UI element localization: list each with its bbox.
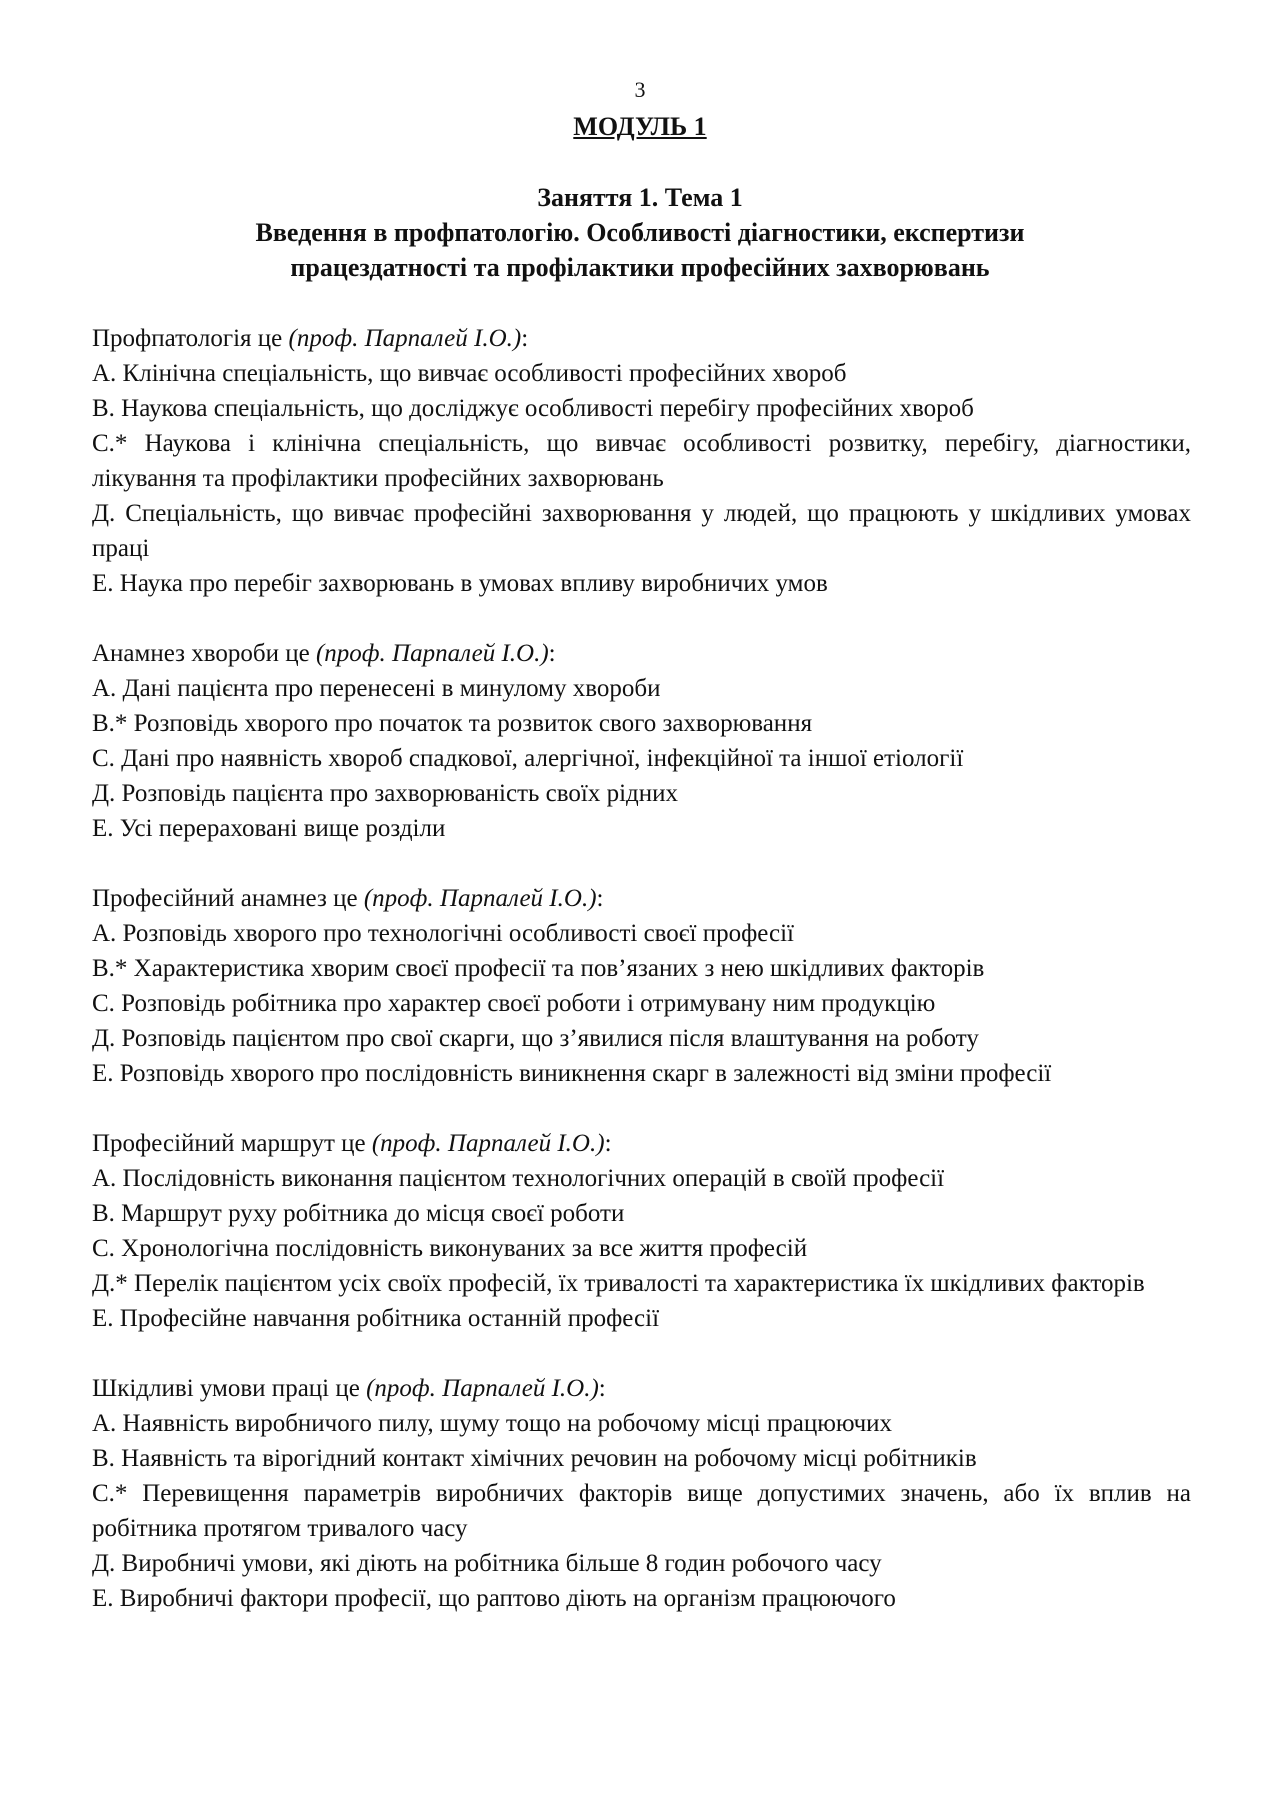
answer-option: Д. Розповідь пацієнта про захворюваність своїх рідних: [92, 780, 679, 807]
question-block: [92, 1371, 1191, 1616]
answer-option: Е. Виробничі фактори професії, що раптово діють на організм працюючого: [92, 1585, 896, 1612]
answer-option: В. Наукова спеціальність, що досліджує особливості перебігу професійних хвороб: [92, 395, 974, 422]
answer-option: Д. Розповідь пацієнтом про свої скарги, що з’явилися після влаштування на роботу: [92, 1025, 979, 1052]
question-source: (проф. Парпалей І.О.): [288, 325, 522, 352]
lesson-subtitle-line-2: працездатності та профілактики професійних захворювань: [290, 253, 990, 282]
answer-option-correct: В.* Розповідь хворого про початок та розвиток свого захворювання: [92, 710, 813, 737]
lesson-subtitle-line-1: Введення в профпатологію. Особливості діагностики, експертизи: [255, 218, 1025, 247]
question-source: (проф. Парпалей І.О.): [315, 640, 549, 667]
lesson-title: Заняття 1. Тема 1: [537, 183, 743, 212]
page-number: 3: [634, 77, 646, 102]
answer-option-correct: В.* Характеристика хворим своєї професії та пов’язаних з нею шкідливих факторів: [92, 955, 985, 982]
question-stem: Професійний маршрут це (проф. Парпалей І.О.):: [92, 1130, 612, 1157]
answer-option: В. Наявність та вірогідний контакт хімічних речовин на робочому місці робітників: [92, 1445, 977, 1472]
answer-option: С. Дані про наявність хвороб спадкової, алергічної, інфекційної та іншої етіології: [92, 745, 964, 772]
lesson-heading: [0, 180, 1280, 285]
question-stem: Професійний анамнез це (проф. Парпалей І.О.):: [92, 885, 604, 912]
question-block: [92, 321, 1191, 601]
answer-option: Е. Розповідь хворого про послідовність виникнення скарг в залежності від зміни професії: [92, 1060, 1052, 1087]
answer-option: Д. Виробничі умови, які діють на робітника більше 8 годин робочого часу: [92, 1550, 882, 1577]
question-stem: Анамнез хвороби це (проф. Парпалей І.О.):: [92, 640, 556, 667]
answer-option: А. Клінічна спеціальність, що вивчає особливості професійних хвороб: [92, 360, 847, 387]
question-source: (проф. Парпалей І.О.): [371, 1130, 605, 1157]
answer-option: С. Хронологічна послідовність виконуваних за все життя професій: [92, 1235, 808, 1262]
answer-option-correct: С.* Наукова і клінічна спеціальність, що вивчає особливості розвитку, перебігу, діагностики, лікування та профілактики професійних захворювань: [92, 430, 1191, 492]
answer-option-correct: С.* Перевищення параметрів виробничих факторів вище допустимих значень, або їх вплив на робітника протягом тривалого часу: [92, 1480, 1191, 1542]
question-block: [92, 881, 1191, 1091]
question-source: (проф. Парпалей І.О.): [363, 885, 597, 912]
answer-option: А. Дані пацієнта про перенесені в минулому хвороби: [92, 675, 661, 702]
question-stem: Профпатологія це (проф. Парпалей І.О.):: [92, 325, 529, 352]
answer-option: Е. Наука про перебіг захворювань в умовах впливу виробничих умов: [92, 570, 828, 597]
answer-option: Е. Професійне навчання робітника останній професії: [92, 1305, 660, 1332]
answer-option-correct: Д.* Перелік пацієнтом усіх своїх професій, їх тривалості та характеристика їх шкідливих факторів: [92, 1270, 1145, 1297]
answer-option: Д. Спеціальність, що вивчає професійні захворювання у людей, що працюють у шкідливих умовах праці: [92, 500, 1191, 562]
answer-option: С. Розповідь робітника про характер своєї роботи і отримувану ним продукцію: [92, 990, 936, 1017]
question-source: (проф. Парпалей І.О.): [366, 1375, 599, 1402]
answer-option: В. Маршрут руху робітника до місця своєї роботи: [92, 1200, 625, 1227]
question-block: [92, 1126, 1191, 1336]
module-title: МОДУЛЬ 1: [573, 112, 707, 141]
answer-option: А. Наявність виробничого пилу, шуму тощо на робочому місці працюючих: [92, 1410, 893, 1437]
question-stem: Шкідливі умови праці це (проф. Парпалей І.О.):: [92, 1375, 606, 1402]
question-block: [92, 636, 1191, 846]
questions-list: [92, 321, 1191, 1651]
answer-option: Е. Усі перераховані вище розділи: [92, 815, 446, 842]
answer-option: А. Послідовність виконання пацієнтом технологічних операцій в своїй професії: [92, 1165, 945, 1192]
answer-option: А. Розповідь хворого про технологічні особливості своєї професії: [92, 920, 795, 947]
